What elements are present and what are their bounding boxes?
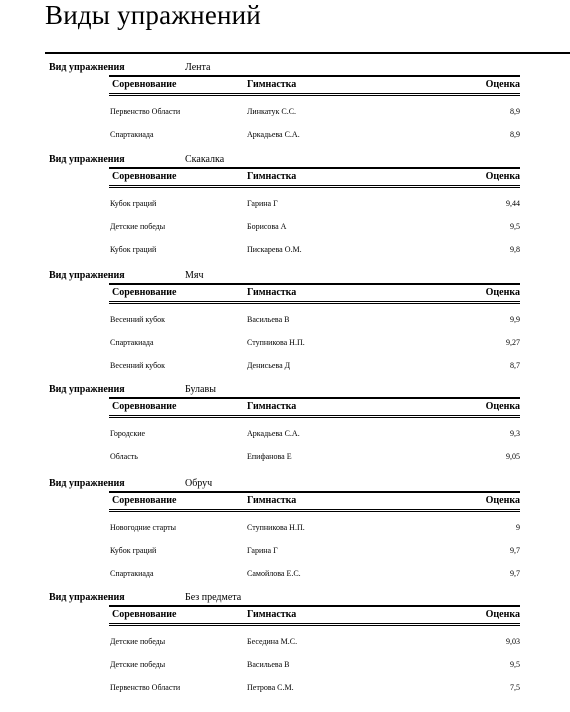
table-row	[109, 107, 520, 119]
table-row	[109, 315, 520, 327]
gymnast-cell: Васильева В	[247, 660, 290, 669]
table-row	[109, 569, 520, 581]
group-name: Обруч	[185, 478, 213, 489]
gymnast-cell: Денисьева Д	[247, 361, 291, 370]
gymnast-cell: Васильева В	[247, 315, 290, 324]
competition-cell: Спартакиада	[110, 130, 154, 139]
column-header-gymnast: Гимнастка	[247, 287, 297, 298]
column-header-competition: Соревнование	[112, 401, 177, 412]
score-cell: 9,05	[506, 452, 520, 461]
competition-cell: Область	[110, 452, 138, 461]
gymnast-cell: Ступникова Н.П.	[247, 523, 305, 532]
score-cell: 9,8	[510, 245, 520, 254]
column-header-score: Оценка	[485, 287, 520, 298]
competition-cell: Первенство Области	[110, 107, 181, 116]
column-header-gymnast: Гимнастка	[247, 401, 297, 412]
table-row	[109, 452, 520, 464]
competition-cell: Кубок граций	[110, 546, 157, 555]
group-name: Скакалка	[185, 154, 225, 165]
score-cell: 8,9	[510, 107, 520, 116]
score-cell: 9,3	[510, 429, 520, 438]
table-row	[109, 637, 520, 649]
competition-cell: Весенний кубок	[110, 315, 166, 324]
score-cell: 9,03	[506, 637, 520, 646]
table-row	[109, 245, 520, 257]
column-header-competition: Соревнование	[112, 495, 177, 506]
table-row	[109, 546, 520, 558]
group-name: Булавы	[185, 384, 216, 395]
table-row	[109, 338, 520, 350]
group-label: Вид упражнения	[49, 270, 125, 281]
competition-cell: Новогодние старты	[110, 523, 176, 532]
competition-cell: Спартакиада	[110, 338, 154, 347]
table-row	[109, 429, 520, 441]
gymnast-cell: Самойлова Е.С.	[247, 569, 301, 578]
competition-cell: Детские победы	[110, 637, 166, 646]
gymnast-cell: Аркадьева С.А.	[247, 130, 300, 139]
score-cell: 9,44	[506, 199, 520, 208]
competition-cell: Спартакиада	[110, 569, 154, 578]
score-cell: 9,7	[510, 546, 520, 555]
score-cell: 9,5	[510, 222, 520, 231]
group-label: Вид упражнения	[49, 154, 125, 165]
table-row	[109, 660, 520, 672]
table-row	[109, 222, 520, 234]
column-header-competition: Соревнование	[112, 609, 177, 620]
column-header-gymnast: Гимнастка	[247, 79, 297, 90]
gymnast-cell: Епифанова Е	[247, 452, 292, 461]
column-header-score: Оценка	[485, 171, 520, 182]
competition-cell: Первенство Области	[110, 683, 181, 692]
column-header-competition: Соревнование	[112, 287, 177, 298]
group-label: Вид упражнения	[49, 384, 125, 395]
competition-cell: Кубок граций	[110, 245, 157, 254]
score-cell: 9,7	[510, 569, 520, 578]
score-cell: 9,9	[510, 315, 520, 324]
group-label: Вид упражнения	[49, 592, 125, 603]
group-name: Лента	[185, 62, 211, 73]
column-header-competition: Соревнование	[112, 171, 177, 182]
column-header	[109, 605, 520, 626]
gymnast-cell: Гарина Г	[247, 546, 278, 555]
table-row	[109, 523, 520, 535]
column-header	[109, 397, 520, 418]
score-cell: 8,9	[510, 130, 520, 139]
competition-cell: Детские победы	[110, 222, 166, 231]
column-header	[109, 167, 520, 188]
gymnast-cell: Аркадьева С.А.	[247, 429, 300, 438]
competition-cell: Детские победы	[110, 660, 166, 669]
report-title: Виды упражнений	[45, 0, 261, 30]
gymnast-cell: Линкатук С.С.	[247, 107, 297, 116]
competition-cell: Городские	[110, 429, 146, 438]
group-name: Мяч	[185, 270, 204, 281]
column-header-gymnast: Гимнастка	[247, 171, 297, 182]
table-row	[109, 199, 520, 211]
group-label: Вид упражнения	[49, 478, 125, 489]
column-header-gymnast: Гимнастка	[247, 495, 297, 506]
column-header-score: Оценка	[485, 609, 520, 620]
column-header-score: Оценка	[485, 401, 520, 412]
column-header-competition: Соревнование	[112, 79, 177, 90]
competition-cell: Весенний кубок	[110, 361, 166, 370]
score-cell: 9,27	[506, 338, 520, 347]
competition-cell: Кубок граций	[110, 199, 157, 208]
score-cell: 9,5	[510, 660, 520, 669]
column-header-score: Оценка	[485, 79, 520, 90]
group-label: Вид упражнения	[49, 62, 125, 73]
gymnast-cell: Пискарева О.М.	[247, 245, 302, 254]
table-row	[109, 130, 520, 142]
column-header	[109, 75, 520, 96]
gymnast-cell: Гарина Г	[247, 199, 278, 208]
gymnast-cell: Борисова А	[247, 222, 287, 231]
table-row	[109, 361, 520, 373]
group-name: Без предмета	[185, 592, 242, 603]
column-header	[109, 491, 520, 512]
score-cell: 9	[516, 523, 520, 532]
column-header-gymnast: Гимнастка	[247, 609, 297, 620]
score-cell: 8,7	[510, 361, 520, 370]
gymnast-cell: Петрова С.М.	[247, 683, 294, 692]
column-header-score: Оценка	[485, 495, 520, 506]
column-header	[109, 283, 520, 304]
table-row	[109, 683, 520, 695]
gymnast-cell: Беседина М.С.	[247, 637, 298, 646]
score-cell: 7,5	[510, 683, 520, 692]
gymnast-cell: Ступникова Н.П.	[247, 338, 305, 347]
